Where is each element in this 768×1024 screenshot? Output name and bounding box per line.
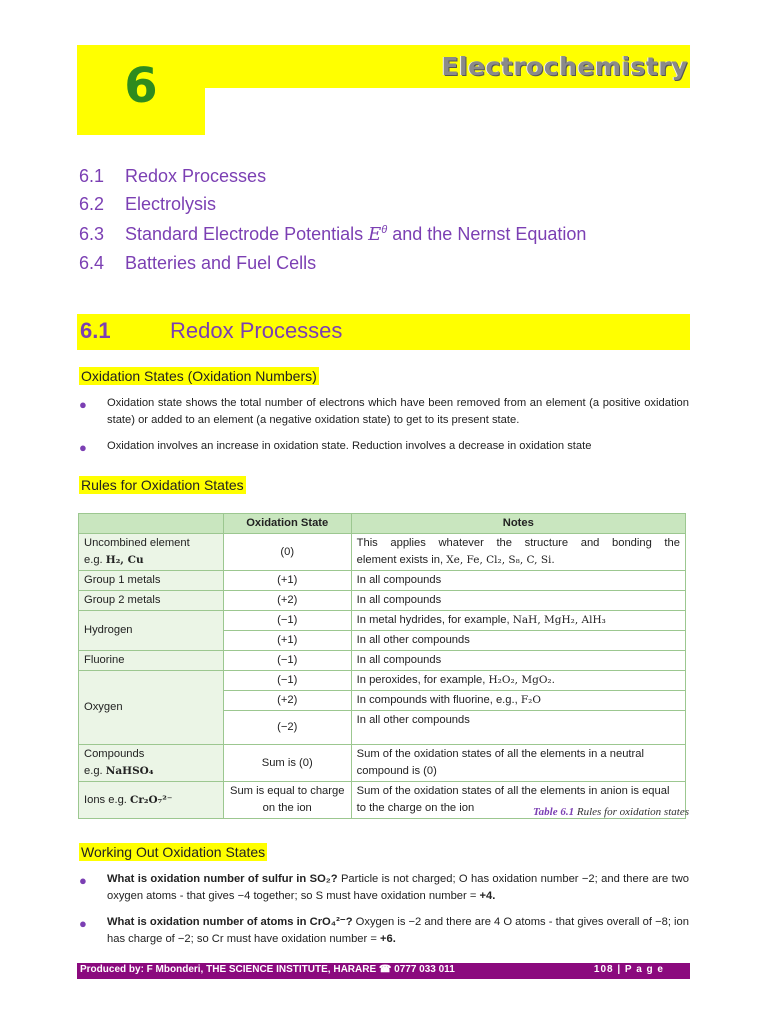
toc-item[interactable] [79,166,266,187]
row-label: Oxygen [79,671,224,745]
toc-number: 6.4 [79,253,105,273]
toc-symbol: E [368,224,382,245]
toc-item[interactable] [79,194,216,215]
table-row [79,651,686,671]
subheading-oxidation-states: Oxidation States (Oxidation Numbers) [81,368,317,384]
row-note: In all compounds [351,571,685,591]
toc-text: Standard Electrode Potentials [125,224,369,244]
table-caption: Table 6.1 Rules for oxidation states [532,806,689,818]
bullet-icon: ● [79,873,87,888]
toc-number: 6.1 [79,166,105,186]
table-header-state: Oxidation State [223,514,351,534]
row-label: Ions e.g. Cr₂O₇²⁻ [79,782,224,819]
row-note: In all compounds [351,591,685,611]
table-row [79,571,686,591]
row-state: (−1) [223,651,351,671]
toc-number: 6.2 [79,194,105,214]
row-note: Sum of the oxidation states of all the elements in anion is equal to the charge on the ion [351,782,685,819]
table-header-empty [79,514,224,534]
row-label: Uncombined element e.g. H₂, Cu [79,534,224,571]
table-row [79,745,686,782]
row-note: In metal hydrides, for example, NaH, MgH₂, AlH₃ [351,611,685,631]
row-label: Hydrogen [79,611,224,651]
toc-item[interactable] [79,253,316,274]
row-state: (0) [223,534,351,571]
toc-text: Batteries and Fuel Cells [125,253,317,273]
row-state: (+2) [223,591,351,611]
row-label: Group 2 metals [79,591,224,611]
toc-text-after: and the Nernst Equation [387,224,587,244]
row-note: In all other compounds [351,631,685,651]
row-label: Fluorine [79,651,224,671]
table-row [79,534,686,571]
rules-table [78,513,686,819]
row-note: Sum of the oxidation states of all the elements in a neutral compound is (0) [351,745,685,782]
bullet-item [79,914,689,948]
row-label: Compounds e.g. NaHSO₄ [79,745,224,782]
row-state: Sum is equal to charge on the ion [223,782,351,819]
subheading-working-out: Working Out Oxidation States [81,844,266,860]
row-note: This applies whatever the structure and bonding the element exists in, Xe, Fe, Cl₂, S₈, C, Si. [351,534,685,571]
row-state: (+1) [223,571,351,591]
section-banner [77,314,690,350]
page-footer [77,963,690,979]
chapter-number: 6 [124,58,158,114]
toc-item[interactable] [79,224,586,245]
row-state: (−1) [223,671,351,691]
row-note: In all compounds [351,651,685,671]
bullet-item [79,871,689,905]
section-number: 6.1 [80,318,111,343]
table-header-row [79,514,686,534]
toc-superscript: θ [381,224,388,236]
toc-number: 6.3 [79,224,105,244]
bullet-text: Oxidation state shows the total number of electrons which have been removed from an element (a positive oxidation state) or added to an element (a negative oxidation state) to get to its present state. [107,397,689,426]
row-label: Group 1 metals [79,571,224,591]
bullet-icon: ● [79,440,87,455]
row-state: (+1) [223,631,351,651]
bullet-icon: ● [79,916,87,931]
row-state: (+2) [223,691,351,711]
row-note: In peroxides, for example, H₂O₂, MgO₂. [351,671,685,691]
subheading-rules: Rules for Oxidation States [81,477,244,493]
table-header-notes: Notes [351,514,685,534]
bullet-text: What is oxidation number of sulfur in SO₂? Particle is not charged; O has oxidation number −2; and there are two oxygen atoms - that gives −4 together; so S must have oxidation number = +4. [107,873,689,902]
toc-text: Redox Processes [125,166,267,186]
bullet-text: What is oxidation number of atoms in CrO₄²⁻? Oxygen is −2 and there are 4 O atoms - that gives overall of −8; ion has charge of −2; so Cr must have oxidation number = +6. [107,916,689,945]
page-number: 108 | P a g e [593,964,664,975]
bullet-icon: ● [79,397,87,412]
toc-text: Electrolysis [125,194,217,214]
chapter-title: Electrochemistry [441,52,688,81]
row-note: In all other compounds [351,711,685,745]
section-title: Redox Processes [170,318,343,343]
row-note: In compounds with fluorine, e.g., F₂O [351,691,685,711]
bullet-text: Oxidation involves an increase in oxidation state. Reduction involves a decrease in oxidation state [107,440,592,452]
row-state: (−1) [223,611,351,631]
bullet-item [79,438,689,455]
table-row [79,611,686,631]
bullet-item [79,395,689,429]
row-state: Sum is (0) [223,745,351,782]
row-state: (−2) [223,711,351,745]
footer-credit: Produced by: F Mbonderi, THE SCIENCE INSTITUTE, HARARE ☎ 0777 033 011 [80,964,455,975]
table-row [79,591,686,611]
table-row [79,671,686,691]
